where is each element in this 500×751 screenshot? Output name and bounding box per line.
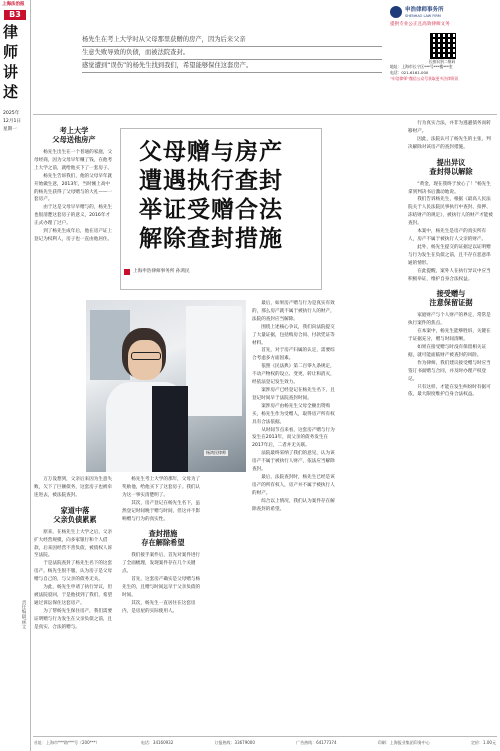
subheading: 查封措施 存在解除希望 bbox=[141, 529, 185, 548]
firm-address: 地址：上海市长宁区***号***楼***室 bbox=[390, 63, 453, 69]
year: 2025年 bbox=[3, 111, 20, 116]
headline-line: 解除查封措施 bbox=[139, 225, 283, 252]
paragraph: 只有这样，才能在发生纠纷时有据可依，最大限度维护自身合法权益。 bbox=[408, 384, 491, 398]
paragraph: 于是法院查封了杨先生名下的这套房产。杨先生很不服，认为房子是父母赠与自己的，与父亲的债务无关。 bbox=[34, 561, 113, 583]
paragraph: “黄金，现在我终于放心了！”杨先生拿到判决书后激动地说。 bbox=[408, 181, 491, 195]
paragraph: 从时间节点来看，这套房产赠与行为发生在2013年，而父亲的债务发生在2017年后，二者并无关联。 bbox=[252, 427, 335, 449]
paragraph: 依照《民法典》第二百零九条规定，不动产物权的设立、变更、转让和消灭，经依法登记发生效力。 bbox=[252, 364, 335, 386]
article-column-2 bbox=[122, 476, 204, 726]
firm-name: 申浩律师事务所 bbox=[405, 6, 444, 13]
intro-line: 感觉遭到“误伤”的杨先生找到我们，希望能够保住这套房产。 bbox=[82, 60, 382, 73]
article-column-1-lower bbox=[34, 476, 116, 726]
footer-item: 定价：1.00元 bbox=[471, 740, 496, 745]
date: 12月1日 bbox=[3, 118, 21, 124]
headline-line: 父母赠与房产 bbox=[139, 138, 283, 165]
promo-slogan: 提供专业公正且高效律师文务 bbox=[390, 22, 450, 27]
paragraph: 为此，杨先生申请了执行异议，但被法院驳回，于是他找到了我们，希望通过诉讼保住这套房产。 bbox=[34, 585, 113, 606]
photo-jacket bbox=[152, 386, 188, 472]
paragraph: 杨先生告诉我们，他的父母早年就开始做生意，2013年，当时刚上高中的杨先生获得了父母赠与的大礼——一套房产。 bbox=[34, 173, 113, 203]
paragraph: 由于这是父母早早赠与的，杨先生也很清楚这套房子的意义，2016年才正式办理了过户。 bbox=[34, 205, 113, 227]
weekday: 星期一 bbox=[3, 126, 17, 132]
photo-face bbox=[128, 340, 162, 380]
paragraph: 首先，这套房产确实是父母赠与杨先生的，且赠与时间远早于父亲负债的时间。 bbox=[122, 577, 201, 598]
footer-item: 印刷：上海报业集团印务中心 bbox=[377, 740, 430, 745]
paragraph: 其次，房产登记在杨先生名下，虽然登记时间晚于赠与时间，但这并不影响赠与行为的真实性。 bbox=[122, 500, 201, 522]
paragraph: 本案中，杨先生是房产的真实所有人，房产不属于被执行人父亲的财产。 bbox=[408, 229, 487, 242]
paragraph: 在本案中，杨先生能够胜诉，关键在于证据充分，赠与时间清晰。 bbox=[408, 329, 491, 343]
paragraph: 首先，对于房产归属的认定，需要综合考虑多方面因素。 bbox=[252, 348, 335, 362]
footer-item: 社址：上海市***路***号（200***） bbox=[34, 740, 100, 745]
footer-item: 电话：34160932 bbox=[140, 740, 174, 745]
subheading: 考上大学 父母送他房产 bbox=[52, 126, 96, 144]
footer-item: 订报热线：33679000 bbox=[214, 740, 255, 745]
paragraph: 我们告诉杨先生，根据《最高人民法院关于人民法院民事执行中查封、扣押、冻结财产的规定》，被执行人的财产才能被查封。 bbox=[408, 197, 493, 227]
subheading: 接受赠与 注意保留证据 bbox=[429, 289, 473, 308]
qr-code[interactable] bbox=[430, 33, 456, 59]
photo-glasses bbox=[131, 352, 161, 360]
firm-name-en: SHENHAO LAW FIRM bbox=[405, 13, 441, 18]
paragraph: 最后，如果房产赠与行为是真实有效的，那么房产就不属于被执行人的财产，法院的查封应当解除。 bbox=[252, 301, 335, 322]
footer bbox=[34, 739, 496, 747]
intro-line: 生意失败导致的负债，而被法院查封。 bbox=[82, 47, 382, 60]
paragraph: 如果在接受赠与时没有保留相关证据，就可能面临财产被查封的风险。 bbox=[408, 345, 487, 358]
page-number: B3 bbox=[4, 10, 26, 20]
paragraph: 案涉房产由杨先生父母全额出资购买，杨先生作为受赠人，取得房产所有权具有合法依据。 bbox=[252, 403, 335, 425]
paragraph: 在此提醒，案外人在执行异议中应当积极举证，维护自身合法权益。 bbox=[408, 268, 491, 282]
intro-line: 杨先生在考上大学时从父母那里获赠的房产，因为后来父亲 bbox=[82, 34, 382, 47]
paragraph: 家庭财产与个人财产的界定，常常是执行案件的焦点。 bbox=[408, 313, 491, 327]
paragraph: 杨先生考上大学的那年，父母为了奖励他，给他买下了这套房子。我们认为这一事实清楚明了。 bbox=[122, 477, 201, 498]
divider bbox=[33, 114, 497, 115]
footer-item: 广告热线：64177374 bbox=[296, 740, 337, 745]
section-title-char: 律 bbox=[3, 23, 19, 41]
paragraph: 杨先生出生在一个普通的家庭，父母经商，因为父母早年赚了钱，在他考上大学之前，就给他买下了一套房子。 bbox=[34, 150, 113, 171]
byline bbox=[124, 268, 190, 276]
paragraph: 万万没想到，父亲后来因为生意失败，欠下了巨额债务，这套房子也被牵连进去，被法院查封。 bbox=[34, 477, 113, 498]
paragraph: 作为律师，我们建议接受赠与时应当签订书面赠与合同，并及时办理产权登记。 bbox=[408, 360, 491, 382]
firm-phone: 电话：021-6161-000 bbox=[390, 69, 429, 75]
subheading: 家道中落 父亲负债累累 bbox=[53, 505, 97, 524]
paragraph: 原来，在杨先生上大学之后，父亲扩大经营规模，向多家银行和个人借款，后来因经营不善负债，被债权人诉至法院。 bbox=[34, 529, 113, 559]
paragraph: 为了帮杨先生保住房产，我们需要证明赠与行为发生在父亲负债之前，且是真实、合法的赠与。 bbox=[34, 608, 113, 630]
headline bbox=[121, 129, 321, 253]
paper-tag: 上海法治报 bbox=[2, 2, 25, 7]
paragraph: 其次，杨先生一直居住在这套房内，是房屋的实际使用人。 bbox=[122, 600, 196, 614]
article-column-3 bbox=[252, 300, 338, 725]
qr-label: 长按识别二维码 bbox=[428, 58, 456, 64]
footer-divider bbox=[33, 736, 497, 737]
byline-square-icon bbox=[124, 269, 130, 275]
paragraph: 综合以上情况，我们认为案件存在解除查封的希望。 bbox=[252, 498, 335, 512]
byline-text: 上海申浩律师事务所 孙鸿民 bbox=[133, 269, 190, 274]
intro bbox=[82, 34, 382, 73]
paragraph: 行为真实合法，并非为逃避债务而转移财产。 bbox=[408, 121, 491, 134]
headline-line: 举证受赠合法 bbox=[139, 196, 283, 223]
paragraph: 我们接手案件后，首先对案件进行了全面梳理，发现案件存在几个关键点。 bbox=[122, 553, 201, 575]
firm-logo bbox=[390, 6, 494, 18]
paragraph: 最后，法院查封时，杨先生已经是该房产的所有权人，房产并不属于被执行人的财产。 bbox=[252, 474, 335, 496]
subheading: 提出异议 查封得以解除 bbox=[429, 157, 473, 176]
issue-date bbox=[3, 110, 28, 134]
paragraph: 到了杨先生成年后，他在房产证上登记为权利人，房子也一直由他居住。 bbox=[34, 229, 113, 242]
headline-box bbox=[120, 128, 322, 290]
section-title-char: 述 bbox=[3, 83, 19, 101]
law-firm-promo bbox=[390, 6, 494, 82]
paragraph: 围绕上述核心争议，我们向法院提交了大量证据，包括购房合同、付款凭证等材料。 bbox=[252, 324, 335, 346]
photo-caption: 杨鸿民律师 bbox=[206, 450, 226, 455]
left-sidebar bbox=[0, 0, 31, 751]
section-title bbox=[3, 22, 18, 102]
promo-note: “申浩律师”微信公众号获取更多法律资讯 bbox=[390, 75, 459, 81]
headline-line: 遭遇执行查封 bbox=[139, 167, 283, 194]
firm-logo-icon bbox=[390, 6, 402, 18]
paragraph: 此外，杨先生提交的证据足以证明赠与行为发生在负债之前，且不存在恶意串通的情形。 bbox=[408, 244, 491, 266]
paragraph: 案涉房产已经登记在杨先生名下，且登记时间早于法院查封时间。 bbox=[252, 387, 335, 401]
editor-credit: 责任编辑/林文 bbox=[21, 600, 26, 630]
article-column-1 bbox=[34, 120, 114, 290]
paragraph: 法院最终采纳了我们的意见，认为该房产不属于被执行人财产，依法应当解除查封。 bbox=[252, 451, 335, 473]
lawyer-photo bbox=[86, 300, 246, 472]
section-title-char: 讲 bbox=[3, 63, 19, 81]
paragraph: 因此，法院认可了杨先生的主张，判决解除对该房产的查封措施。 bbox=[408, 136, 491, 150]
article-column-4 bbox=[408, 120, 494, 726]
section-title-char: 师 bbox=[3, 43, 19, 61]
photo-wall bbox=[186, 306, 242, 416]
